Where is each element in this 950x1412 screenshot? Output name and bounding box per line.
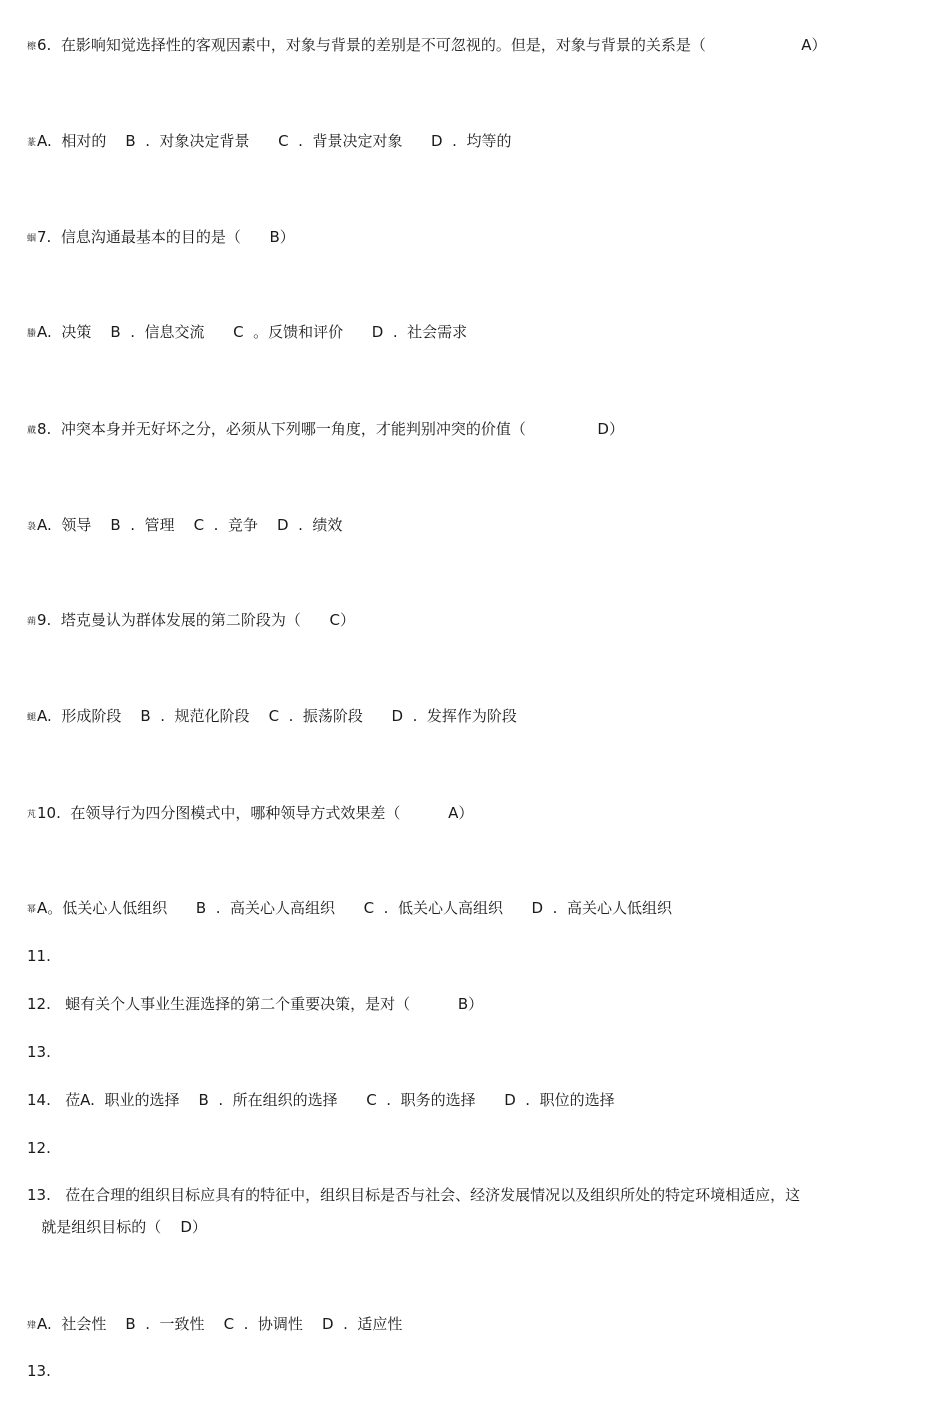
- scan-mark: 蝈: [27, 234, 37, 244]
- question-text: 13. 莅在合理的组织目标应具有的特征中，组织目标是否与社会、经济发展情况以及组织所处的特定环境相适应，这: [27, 1186, 801, 1204]
- question-13: [27, 1185, 800, 1205]
- line-text: 13.: [27, 1362, 51, 1380]
- options-text: A. 决策 B . 信息交流 C 。反馈和评价 D . 社会需求: [37, 323, 468, 341]
- question-9: [27, 610, 355, 632]
- question-7-options: [27, 322, 467, 344]
- scan-mark: 袅: [27, 522, 37, 532]
- question-text: 7. 信息沟通最基本的目的是（ B）: [37, 228, 295, 246]
- question-13-continued: [27, 1217, 207, 1237]
- question-6-options: [27, 131, 511, 153]
- scan-mark: 蒃: [27, 138, 37, 148]
- scan-mark: 螣: [27, 329, 37, 339]
- question-text: 12. 螁有关个人事业生涯选择的第二个重要决策，是对（ B）: [27, 995, 484, 1013]
- line-text: 11.: [27, 947, 51, 965]
- question-10: [27, 803, 473, 825]
- scan-mark: 螁: [27, 713, 37, 723]
- question-text: 9. 塔克曼认为群体发展的第二阶段为（ C）: [37, 611, 355, 629]
- list-number: [27, 1138, 51, 1158]
- question-12: [27, 994, 483, 1014]
- scan-mark: 蕆: [27, 426, 37, 436]
- list-number: [27, 1361, 51, 1381]
- scan-mark: 芃: [27, 810, 37, 820]
- question-9-options: [27, 706, 517, 728]
- question-text: 10. 在领导行为四分图模式中，哪种领导方式效果差（ A）: [37, 804, 474, 822]
- question-10-options: [27, 898, 672, 920]
- line-text: 13.: [27, 1043, 51, 1061]
- question-7: [27, 227, 295, 249]
- question-text: 6. 在影响知觉选择性的客观因素中，对象与背景的差别是不可忽视的。但是，对象与背景的关系是（ A）: [37, 36, 827, 54]
- question-13-options: [27, 1314, 402, 1336]
- scan-mark: 肂: [27, 1321, 37, 1331]
- options-text: 14. 莅A. 职业的选择 B . 所在组织的选择 C . 职务的选择 D . 职位的选择: [27, 1091, 615, 1109]
- question-12-options: [27, 1090, 615, 1110]
- question-text: 8. 冲突本身并无好坏之分，必须从下列哪一角度，才能判别冲突的价值（ D）: [37, 420, 624, 438]
- options-text: A。低关心人低组织 B . 高关心人高组织 C . 低关心人高组织 D . 高关心人低组织: [37, 899, 672, 917]
- options-text: A. 形成阶段 B . 规范化阶段 C . 振荡阶段 D . 发挥作为阶段: [37, 707, 517, 725]
- question-6: [27, 35, 827, 57]
- list-number: [27, 946, 51, 966]
- options-text: A. 相对的 B . 对象决定背景 C . 背景决定对象 D . 均等的: [37, 132, 512, 150]
- question-8-options: [27, 515, 342, 537]
- line-text: 12.: [27, 1139, 51, 1157]
- list-number: [27, 1042, 51, 1062]
- question-8: [27, 419, 624, 441]
- scan-mark: 蒴: [27, 617, 37, 627]
- options-text: A. 领导 B . 管理 C . 竞争 D . 绩效: [37, 516, 343, 534]
- question-text: 就是组织目标的（ D）: [27, 1218, 207, 1236]
- scan-mark: 檫: [27, 42, 37, 52]
- scan-mark: 幂: [27, 905, 37, 915]
- options-text: A. 社会性 B . 一致性 C . 协调性 D . 适应性: [37, 1315, 403, 1333]
